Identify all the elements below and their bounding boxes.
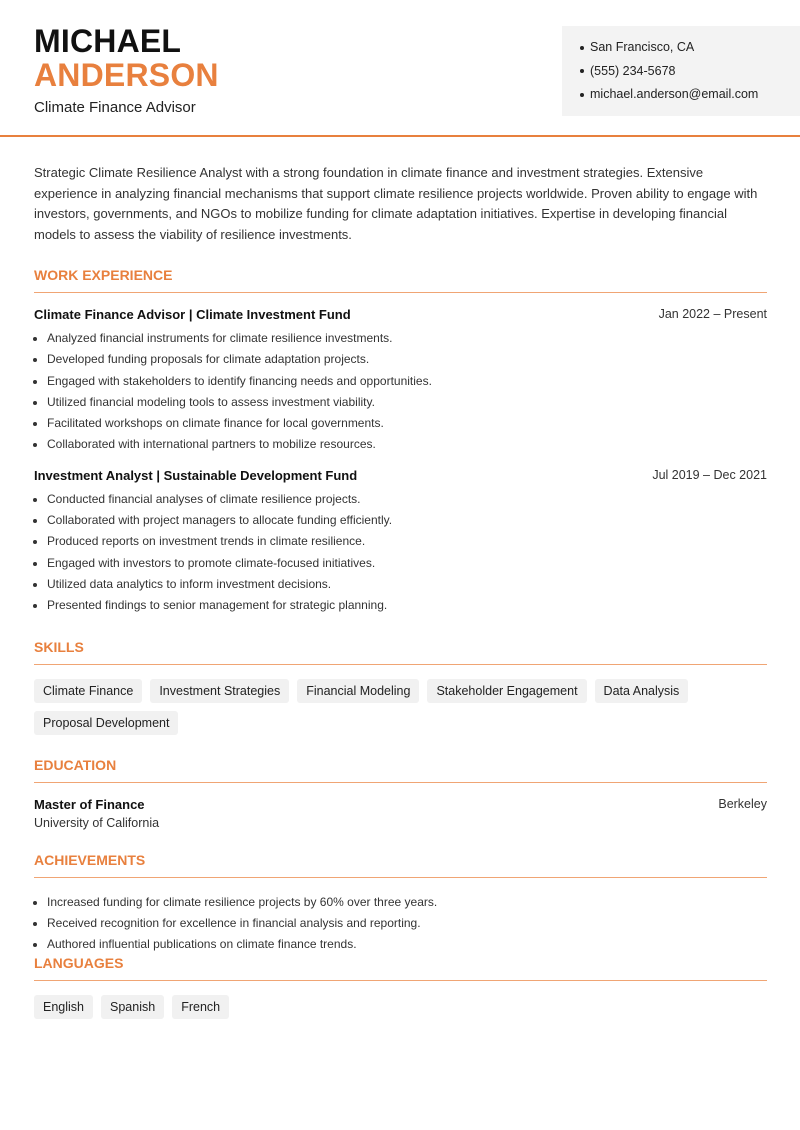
list-item: • Collaborated with project managers to allocate funding efficiently.: [47, 510, 767, 531]
list-item: • Engaged with investors to promote climate-focused initiatives.: [47, 553, 767, 574]
last-name: ANDERSON: [34, 57, 219, 93]
language-tag: French: [172, 995, 229, 1019]
job-title: Investment Analyst | Sustainable Development Fund: [34, 467, 358, 483]
skill-tag: Climate Finance: [34, 679, 142, 703]
resume-header: [0, 0, 800, 137]
education-location: Berkeley: [718, 796, 767, 811]
language-tags: [34, 995, 767, 1019]
bullet-icon: [580, 46, 584, 50]
language-tag: Spanish: [101, 995, 164, 1019]
summary-text: Strategic Climate Resilience Analyst with a strong foundation in climate finance and investment strategies. Extensive experience in analyzing financial mechanisms that support climate resilience projects worldwide. Proven ability to engage with investors, governments, and NGOs to mobilize funding for climate adaptation initiatives. Expertise in developing financial models to assess the viability of resilience investments.: [34, 165, 758, 242]
list-item: • Collaborated with international partners to mobilize resources.: [47, 434, 767, 455]
job-entry: [34, 468, 767, 617]
skill-tag: Proposal Development: [34, 711, 178, 735]
list-item: • Presented findings to senior management for strategic planning.: [47, 595, 767, 616]
list-item: • Authored influential publications on climate finance trends.: [47, 934, 767, 955]
skill-tag: Financial Modeling: [297, 679, 419, 703]
contact-phone: (555) 234-5678: [580, 60, 800, 84]
section-title-education: EDUCATION: [34, 757, 767, 783]
list-item: • Received recognition for excellence in financial analysis and reporting.: [47, 913, 767, 934]
section-title-achievements: ACHIEVEMENTS: [34, 852, 767, 878]
section-title-skills: SKILLS: [34, 639, 767, 665]
contact-email: michael.anderson@email.com: [580, 83, 800, 107]
degree: Master of Finance: [34, 796, 145, 812]
job-date: Jul 2019 – Dec 2021: [652, 467, 767, 482]
job-title: Climate Finance Advisor | Climate Investment Fund: [34, 307, 351, 322]
job-bullets: [34, 489, 767, 617]
job-bullets: [34, 328, 767, 456]
list-item: • Increased funding for climate resilience projects by 60% over three years.: [47, 892, 767, 913]
bullet-icon: [580, 93, 584, 97]
skill-tag: Data Analysis: [595, 679, 689, 703]
first-name: MICHAEL: [34, 23, 182, 59]
candidate-name: [34, 24, 219, 92]
school-name: University of California: [34, 815, 160, 830]
achievements-list: [34, 892, 767, 956]
list-item: • Engaged with stakeholders to identify financing needs and opportunities.: [47, 371, 767, 392]
list-item: • Developed funding proposals for climate adaptation projects.: [47, 349, 767, 370]
list-item: • Analyzed financial instruments for climate resilience investments.: [47, 328, 767, 349]
section-title-experience: WORK EXPERIENCE: [34, 267, 767, 293]
skill-tag: Investment Strategies: [150, 679, 289, 703]
job-role: Climate Finance Advisor: [34, 99, 196, 116]
list-item: • Produced reports on investment trends in climate resilience.: [47, 531, 767, 552]
list-item: • Utilized data analytics to inform investment decisions.: [47, 574, 767, 595]
contact-box: [562, 26, 800, 116]
bullet-icon: [580, 69, 584, 73]
list-item: • Facilitated workshops on climate finance for local governments.: [47, 413, 767, 434]
job-date: Jan 2022 – Present: [658, 307, 767, 321]
job-entry: [34, 307, 767, 456]
section-title-languages: LANGUAGES: [34, 955, 767, 981]
skill-tag: Stakeholder Engagement: [427, 679, 586, 703]
skills-tags: [34, 679, 767, 735]
education-entry: [34, 797, 767, 812]
list-item: • Conducted financial analyses of climate resilience projects.: [47, 489, 767, 510]
resume-content: [34, 163, 767, 1041]
list-item: • Utilized financial modeling tools to assess investment viability.: [47, 392, 767, 413]
contact-location: San Francisco, CA: [580, 36, 800, 60]
language-tag: English: [34, 995, 93, 1019]
